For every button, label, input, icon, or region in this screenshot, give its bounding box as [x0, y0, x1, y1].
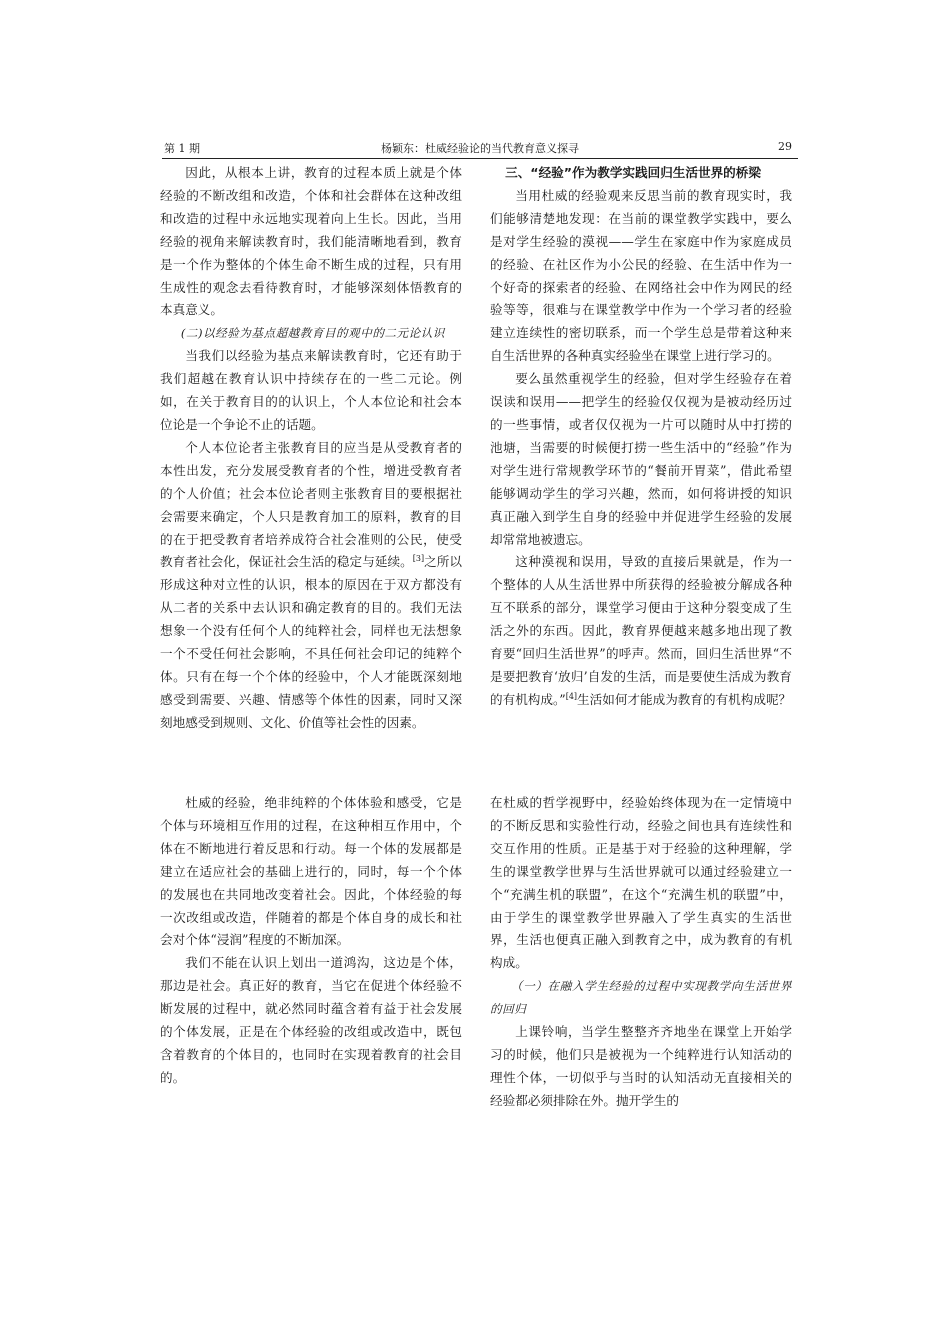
paragraph: 我们不能在认识上划出一道鸿沟，这边是个体，那边是社会。真正好的教育，当它在促进个体经验不断发展的过程中，就必然同时蕴含着有益于社会发展的个体发展，正是在个体经验的改组或改造中，既包含着教育的个体目的，也同时在实现着教育的社会目的。: [160, 955, 462, 1085]
running-header: [162, 138, 798, 159]
paragraph-text: 这种漠视和误用，导致的直接后果就是，作为一个整体的人从生活世界中所获得的经验被分解成各种互不联系的部分，课堂学习便由于这种分裂变成了生活之外的东西。因此，教育界便越来越多地出现了教育要“回归生活世界”的呼声。然而，回归生活世界“不是要把教育‘放归’自发的生活，而是要使生活成为教育的有机构成。”: [490, 554, 792, 707]
section-subheading: (二)以经验为基点超越教育目的观中的二元论认识: [180, 326, 445, 341]
paragraph: 要么虽然重视学生的经验，但对学生经验存在着误读和误用——把学生的经验仅仅视为是被动经历过的一些事情，或者仅仅视为一片可以随时从中打捞的池塘，当需要的时候便打捞一些生活中的“经验”作为对学生进行常规教学环节的“餐前开胃菜”，借此希望能够调动学生的学习兴趣，然而，如何将讲授的知识真正融入到学生自身的经验中并促进学生经验的发展却常常地被遗忘。: [490, 371, 792, 547]
paragraph: [160, 437, 462, 735]
paragraph: 当我们以经验为基点来解读教育时，它还有助于我们超越在教育认识中持续存在的一些二元论。例如，在关于教育目的的认识上，个人本位论和社会本位论是一个争论不止的话题。: [160, 348, 462, 432]
paragraph: [490, 551, 792, 711]
column-right-top: [490, 162, 792, 712]
issue-number: 第 1 期: [164, 142, 200, 155]
column-right-bottom: [490, 792, 792, 1113]
section-heading: 三、“经验”作为教学实践回归生活世界的桥梁: [505, 165, 761, 180]
section-subheading: （一）在融入学生经验的过程中实现教学向生活世界的回归: [490, 979, 792, 1017]
column-left-top: [160, 162, 462, 735]
paragraph: 杜威的经验，绝非纯粹的个体体验和感受，它是个体与环境相互作用的过程，在这种相互作用中，个体在不断地进行着反思和行动。每一个体的发展都是建立在适应社会的基础上进行的，同时，每一个个体的发展也在共同地改变着社会。因此，个体经验的每一次改组或改造，伴随着的都是个体自身的成长和社会对个体“浸润”程度的不断加深。: [160, 795, 462, 948]
paragraph-text: 生活如何才能成为教育的有机构成呢？: [577, 691, 792, 707]
paragraph: 因此，从根本上讲，教育的过程本质上就是个体经验的不断改组和改造，个体和社会群体在这种改组和改造的过程中永远地实现着向上生长。因此，当用经验的视角来解读教育时，我们能清晰地看到，教育是一个作为整体的个体生命不断生成的过程，只有用生成性的观念去看待教育时，才能够深刻体悟教育的本真意义。: [160, 165, 462, 318]
page-number: 29: [778, 140, 792, 153]
paragraph: 当用杜威的经验观来反思当前的教育现实时，我们能够清楚地发现：在当前的课堂教学实践中，要么是对学生经验的漠视——学生在家庭中作为家庭成员的经验、在社区作为小公民的经验、在生活中作为一个好奇的探索者的经验、在网络社会中作为网民的经验等等，很难与在课堂教学中作为一个学习者的经验建立连续性的密切联系，而一个学生总是带着这种来自生活世界的各种真实经验坐在课堂上进行学习的。: [490, 187, 792, 364]
column-left-bottom: [160, 792, 462, 1090]
paragraph: 上课铃响，当学生整整齐齐地坐在课堂上开始学习的时候，他们只是被视为一个纯粹进行认知活动的理性个体，一切似乎与当时的认知活动无直接相关的经验都必须排除在外。抛开学生的: [490, 1024, 792, 1108]
running-title: 杨颖东：杜威经验论的当代教育意义探寻: [381, 142, 579, 155]
paragraph-text: 个人本位论者主张教育目的应当是从受教育者的本性出发，充分发展受教育者的个性，增进受教育者的个人价值；社会本位论者则主张教育目的要根据社会需要来确定，个人只是教育加工的原料，教育的目的在于把受教育者培养成符合社会准则的公民，使受教育者社会化，保证社会生活的稳定与延续。: [160, 439, 462, 570]
paragraph-text: 之所以形成这种对立性的认识，根本的原因在于双方都没有从二者的关系中去认识和确定教育的目的。我们无法想象一个没有任何个人的纯粹社会，同样也无法想象一个不受任何社会影响，不具任何社会印记的纯粹个体。只有在每一个个体的经验中，个人才能既深刻地感受到需要、兴趣、情感等个体性的因素，同时又深刻地感受到规则、文化、价值等社会性的因素。: [160, 554, 463, 730]
paragraph: 在杜威的哲学视野中，经验始终体现为在一定情境中的不断反思和实验性行动，经验之间也具有连续性和交互作用的性质。正是基于对于经验的这种理解，学生的课堂教学世界与生活世界就可以通过经验建立一个“充满生机的联盟”，在这个“充满生机的联盟”中，由于学生的课堂教学世界融入了学生真实的生活世界，生活也便真正融入到教育之中，成为教育的有机构成。: [490, 795, 792, 971]
citation-ref: [4]: [565, 691, 578, 701]
citation-ref: [3]: [412, 554, 425, 564]
